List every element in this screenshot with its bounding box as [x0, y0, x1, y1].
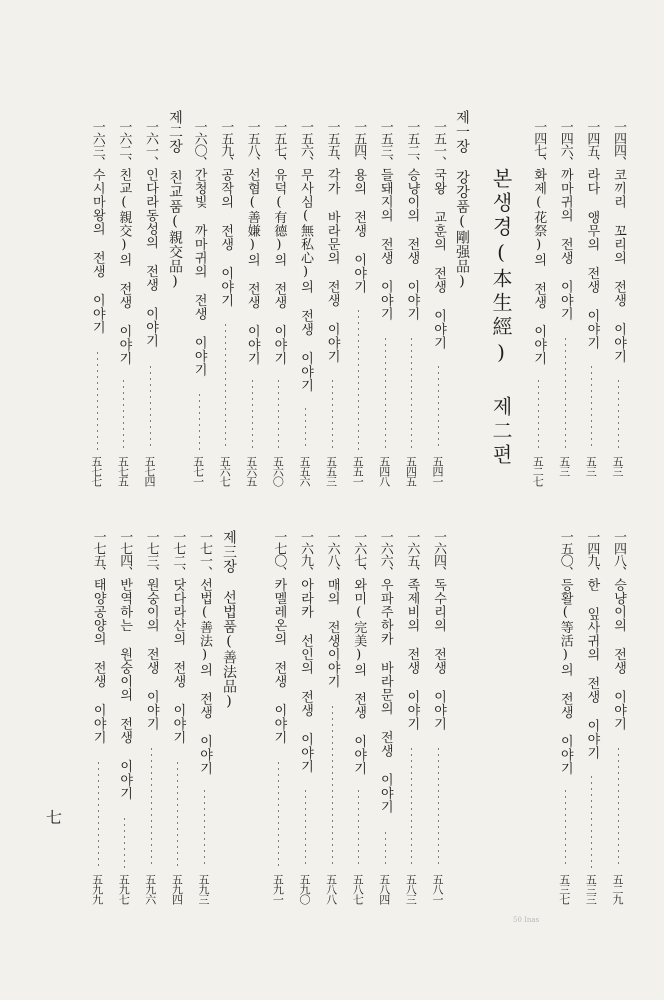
- entry-title: 카멜레온의 전생 이야기: [271, 578, 287, 744]
- leader-dots: [151, 746, 152, 868]
- leader-dots: [618, 378, 619, 450]
- entry-page-number: 五九〇: [298, 874, 311, 904]
- entry-number: 一四九、: [584, 530, 600, 578]
- entry-number: 一六四、: [431, 530, 446, 578]
- entry-number: 一四八、: [611, 530, 626, 578]
- entry-page-number: 五四一: [431, 456, 444, 486]
- entry-title: 선법(善法)의 전생 이야기: [197, 578, 212, 775]
- entry-title: 공작의 전생 이야기: [218, 168, 234, 307]
- entry-number: 一五〇、: [557, 530, 573, 578]
- entry-page-number: 五五六: [298, 456, 311, 486]
- chapter-heading-1: 제一장 강강품(剛强品): [454, 110, 470, 290]
- leader-dots: [177, 760, 178, 868]
- entry-page-number: 五三: [557, 456, 571, 476]
- leader-dots: [278, 378, 279, 450]
- leader-dots: [565, 336, 566, 450]
- entry-number: 一六三、: [89, 120, 105, 168]
- entry-page-number: 五四八: [377, 456, 391, 486]
- leader-dots: [565, 788, 566, 868]
- entry-title: 수시마왕의 전생 이야기: [89, 168, 105, 334]
- entry-title: 와미(完美)의 전생 이야기: [351, 578, 367, 775]
- entry-page-number: 五七一: [191, 456, 205, 486]
- entry-page-number: 五八一: [431, 874, 444, 904]
- entry-page-number: 五二七: [531, 456, 545, 486]
- entry-page-number: 五九六: [143, 874, 157, 904]
- entry-title: 용의 전생 이야기: [351, 168, 367, 294]
- entry-title: 까마귀의 전생 이야기: [557, 168, 573, 321]
- entry-number: 一七〇、: [271, 530, 287, 578]
- entry-number: 一五六、: [298, 120, 313, 168]
- entry-page-number: 五九七: [117, 874, 131, 904]
- entry-title: 승냥이의 전생 이야기: [611, 578, 626, 731]
- entry-title: 우파주하카 바라문의 전생 이야기: [377, 578, 393, 814]
- leader-dots: [358, 308, 359, 450]
- entry-number: 一四六、: [557, 120, 573, 168]
- entry-page-number: 五三七: [557, 874, 571, 904]
- entry-page-number: 五三: [584, 456, 598, 476]
- entry-title: 등활(等活)의 전생 이야기: [557, 578, 573, 775]
- leader-dots: [124, 816, 125, 868]
- entry-title: 국왕 교훈의 전생 이야기: [431, 168, 446, 350]
- entry-number: 一四五、: [584, 120, 600, 168]
- leader-dots: [225, 322, 226, 450]
- entry-page-number: 五九九: [90, 874, 104, 904]
- leader-dots: [123, 378, 124, 450]
- entry-title: 들돼지의 전생 이야기: [377, 168, 393, 321]
- entry-number: 一五一、: [431, 120, 446, 168]
- entry-number: 一六五、: [404, 530, 420, 578]
- entry-number: 一五九、: [218, 120, 234, 168]
- entry-title: 화제(花祭)의 전생 이야기: [531, 168, 547, 365]
- entry-number: 一七五、: [90, 530, 106, 578]
- entry-page-number: 五三: [611, 456, 624, 476]
- leader-dots: [252, 378, 253, 450]
- leader-dots: [438, 364, 439, 450]
- leader-dots: [278, 760, 279, 868]
- entry-title: 친교(親交)의 전생 이야기: [116, 168, 132, 365]
- toc-entry: [379, 530, 392, 870]
- entry-title: 승냥이의 전생 이야기: [404, 168, 420, 321]
- entry-page-number: 五六〇: [271, 456, 285, 486]
- entry-number: 一四四、: [611, 120, 626, 168]
- entry-number: 一六一、: [143, 120, 158, 168]
- entry-page-number: 五七四: [143, 456, 156, 486]
- chapter-heading-2: 제二장 친교품(親交品): [167, 110, 183, 290]
- entry-page-number: 五五三: [324, 456, 338, 486]
- entry-number: 一六二、: [116, 120, 132, 168]
- leader-dots: [332, 704, 333, 868]
- entry-title: 인다라동성의 전생 이야기: [143, 168, 158, 348]
- entry-page-number: 五九三: [197, 874, 210, 904]
- entry-number: 一五七、: [271, 120, 287, 168]
- leader-dots: [358, 788, 359, 868]
- entry-number: 一六七、: [351, 530, 367, 578]
- entry-title: 아라카 선인의 전생 이야기: [298, 578, 313, 773]
- leader-dots: [305, 406, 306, 450]
- entry-number: 一六九、: [298, 530, 313, 578]
- entry-title: 무사심(無私心)의 전생 이야기: [298, 168, 313, 392]
- entry-page-number: 五七五: [116, 456, 130, 486]
- entry-number: 一五四、: [351, 120, 367, 168]
- leader-dots: [438, 746, 439, 868]
- entry-page-number: 五九四: [170, 874, 184, 904]
- chapter-heading-3: 제三장 선법품(善法品): [221, 530, 237, 710]
- entry-number: 一六八、: [324, 530, 340, 578]
- entry-number: 一七三、: [143, 530, 159, 578]
- entry-title: 반역하는 원숭이의 전생 이야기: [117, 578, 133, 800]
- leader-dots: [411, 746, 412, 868]
- leader-dots: [538, 378, 539, 450]
- entry-title: 라다 앵무의 전생 이야기: [584, 168, 600, 350]
- entry-page-number: 五七七: [89, 456, 103, 486]
- entry-page-number: 五四五: [404, 456, 418, 486]
- entry-number: 一七一、: [197, 530, 212, 578]
- leader-dots: [618, 746, 619, 868]
- entry-page-number: 五五一: [351, 456, 365, 486]
- entry-number: 一七四、: [117, 530, 133, 578]
- leader-dots: [591, 364, 592, 450]
- entry-page-number: 五八三: [404, 874, 418, 904]
- leader-dots: [150, 364, 151, 450]
- entry-page-number: 五九一: [271, 874, 285, 904]
- entry-page-number: 五八四: [377, 874, 391, 904]
- leader-dots: [97, 350, 98, 450]
- entry-number: 一五八、: [244, 120, 260, 168]
- entry-title: 매의 전생이야기: [324, 578, 340, 688]
- entry-number: 一五二、: [404, 120, 420, 168]
- entry-page-number: 五三三: [584, 874, 598, 904]
- leader-dots: [411, 336, 412, 450]
- leader-dots: [332, 378, 333, 450]
- entry-number: 一六〇、: [191, 120, 207, 168]
- entry-number: 一五三、: [377, 120, 393, 168]
- entry-number: 一六六、: [377, 530, 393, 578]
- entry-title: 간청빛 까마귀의 전생 이야기: [191, 168, 207, 377]
- entry-title: 원숭이의 전생 이야기: [143, 578, 159, 731]
- entry-title: 태양공양의 전생 이야기: [90, 578, 106, 744]
- page-number: 七: [46, 808, 63, 827]
- entry-page-number: 五六七: [218, 456, 232, 486]
- entry-title: 유덕(有德)의 전생 이야기: [271, 168, 287, 365]
- leader-dots: [98, 760, 99, 868]
- faint-mark: 50 Inas: [513, 916, 540, 924]
- entry-number: 一七二、: [170, 530, 186, 578]
- leader-dots: [385, 336, 386, 450]
- toc-entry: [299, 120, 312, 452]
- leader-dots: [305, 788, 306, 868]
- entry-title: 코끼리 꼬리의 전생 이야기: [611, 168, 626, 363]
- entry-page-number: 五六五: [244, 456, 258, 486]
- leader-dots: [204, 788, 205, 868]
- entry-page-number: 五八七: [351, 874, 365, 904]
- entry-page-number: 五八八: [324, 874, 338, 904]
- leader-dots: [199, 392, 200, 450]
- leader-dots: [385, 830, 386, 868]
- entry-title: 닷다라산의 전생 이야기: [170, 578, 186, 744]
- entry-title: 각가 바라문의 전생 이야기: [324, 168, 340, 363]
- entry-page-number: 五二九: [611, 874, 624, 904]
- entry-title: 독수리의 전생 이야기: [431, 578, 446, 731]
- entry-title: 한 잎사귀의 전생 이야기: [584, 578, 600, 760]
- entry-title: 선혐(善嫌)의 전생 이야기: [244, 168, 260, 365]
- entry-number: 一五五、: [324, 120, 340, 168]
- leader-dots: [591, 774, 592, 868]
- entry-title: 족제비의 전생 이야기: [404, 578, 420, 731]
- book-title: 본생경(本生經) 제二편: [489, 168, 513, 468]
- entry-number: 一四七、: [531, 120, 547, 168]
